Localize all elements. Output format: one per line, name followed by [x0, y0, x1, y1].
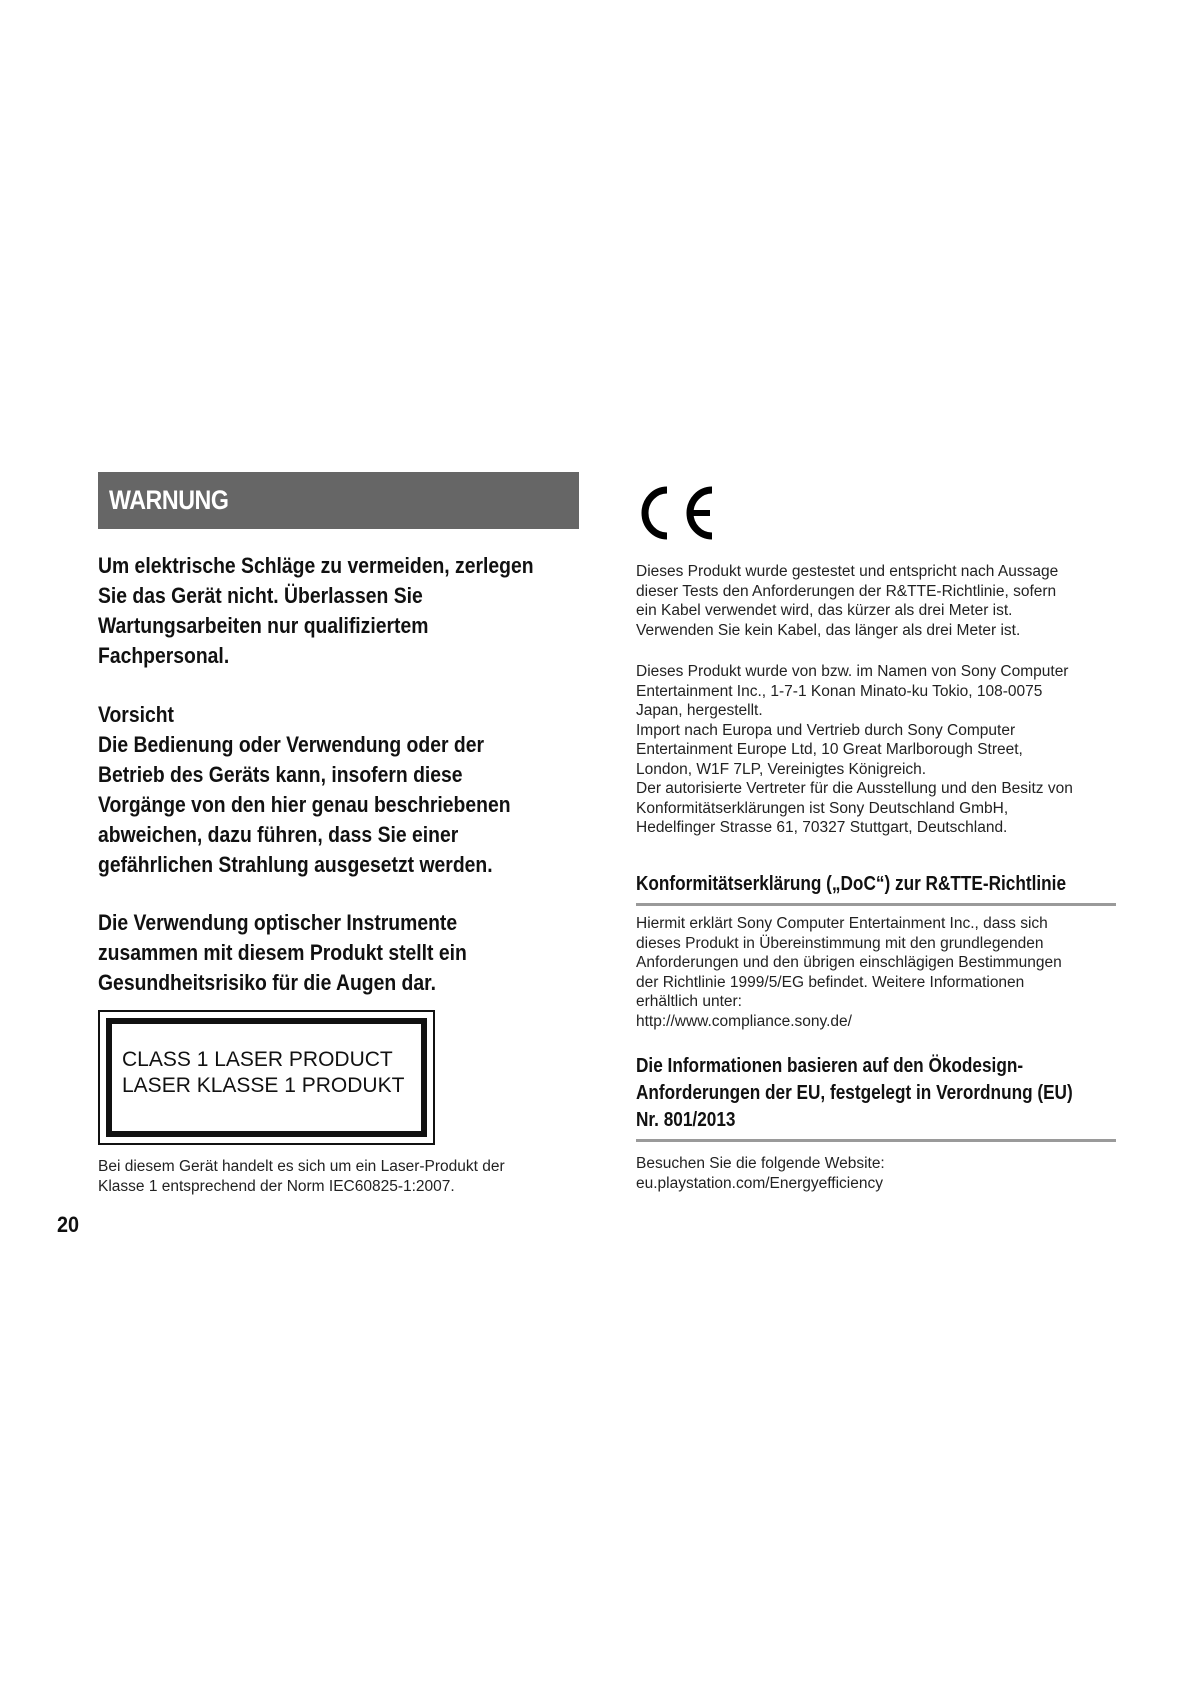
text-line: Die Verwendung optischer Instrumente — [98, 910, 458, 935]
laser-label-line: CLASS 1 LASER PRODUCT — [122, 1048, 393, 1071]
text-line: Konformitätserklärungen ist Sony Deutschland GmbH, — [636, 799, 1009, 817]
text-line: zusammen mit diesem Produkt stellt ein — [98, 940, 467, 965]
text-line: der Richtlinie 1999/5/EG befindet. Weitere Informationen — [636, 973, 1025, 991]
text-line: London, W1F 7LP, Vereinigtes Königreich. — [636, 760, 927, 778]
text-line: Fachpersonal. — [98, 643, 230, 668]
manufacturer-text — [636, 662, 1116, 838]
text-line: Die Bedienung oder Verwendung oder der — [98, 732, 484, 757]
text-line: Sie das Gerät nicht. Überlassen Sie — [98, 583, 423, 608]
shock-warning-text — [98, 551, 562, 671]
laser-note — [98, 1157, 618, 1196]
section-divider — [636, 1139, 1116, 1142]
text-line: Dieses Produkt wurde gestestet und entspricht nach Aussage — [636, 563, 1059, 580]
text-line: erhältlich unter: — [636, 993, 742, 1010]
doc-section-heading-wrap — [636, 871, 1116, 898]
text-line: ein Kabel verwendet wird, das kürzer als drei Meter ist. — [636, 602, 1013, 619]
ce-test-text — [636, 562, 1116, 640]
warning-title: WARNUNG — [109, 485, 229, 515]
eco-heading-line: Nr. 801/2013 — [636, 1109, 736, 1131]
eco-heading-line: Anforderungen der EU, festgelegt in Verordnung (EU) — [636, 1082, 1073, 1104]
caution-heading: Vorsicht — [98, 702, 174, 727]
laser-class-label — [98, 1010, 435, 1145]
text-line: Hiermit erklärt Sony Computer Entertainment Inc., dass sich — [636, 915, 1048, 932]
eco-section-text — [636, 1154, 1116, 1193]
optics-warning-text — [98, 908, 562, 998]
energy-url: eu.playstation.com/Energyefficiency — [636, 1174, 883, 1192]
text-line: abweichen, dazu führen, dass Sie einer — [98, 822, 459, 847]
text-line: Verwenden Sie kein Kabel, das länger als drei Meter ist. — [636, 621, 1021, 639]
text-line: Der autorisierte Vertreter für die Ausstellung und den Besitz von — [636, 780, 1073, 797]
text-line: dieser Tests den Anforderungen der R&TTE-Richtlinie, sofern — [636, 582, 1057, 600]
eco-section-heading-wrap — [636, 1053, 1116, 1134]
compliance-url: http://www.compliance.sony.de/ — [636, 1012, 852, 1030]
text-line: Entertainment Europe Ltd, 10 Great Marlborough Street, — [636, 741, 1023, 758]
ce-mark-icon — [636, 485, 718, 541]
text-line: Um elektrische Schläge zu vermeiden, zerlegen — [98, 553, 534, 578]
text-line: Wartungsarbeiten nur qualifiziertem — [98, 613, 429, 638]
text-line: Hedelfinger Strasse 61, 70327 Stuttgart, Deutschland. — [636, 819, 1008, 836]
doc-section-heading: Konformitätserklärung („DoC“) zur R&TTE-Richtlinie — [636, 873, 1067, 895]
text-line: Dieses Produkt wurde von bzw. im Namen von Sony Computer — [636, 663, 1069, 680]
text-line: Bei diesem Gerät handelt es sich um ein Laser-Produkt der — [98, 1158, 505, 1175]
text-line: Japan, hergestellt. — [636, 702, 763, 719]
doc-section-text — [636, 914, 1116, 1031]
text-line: Entertainment Inc., 1-7-1 Konan Minato-ku Tokio, 108-0075 — [636, 682, 1043, 700]
caution-text — [98, 700, 562, 880]
text-line: Klasse 1 entsprechend der Norm IEC60825-1:2007. — [98, 1177, 455, 1195]
text-line: Gesundheitsrisiko für die Augen dar. — [98, 970, 436, 995]
text-line: Betrieb des Geräts kann, insofern diese — [98, 762, 463, 787]
text-line: dieses Produkt in Übereinstimmung mit den grundlegenden — [636, 934, 1044, 952]
warning-header-bar — [98, 472, 579, 529]
text-line: Import nach Europa und Vertrieb durch Sony Computer — [636, 721, 1016, 739]
text-line: Besuchen Sie die folgende Website: — [636, 1155, 885, 1172]
laser-label-line: LASER KLASSE 1 PRODUKT — [122, 1074, 405, 1097]
text-line: gefährlichen Strahlung ausgesetzt werden. — [98, 852, 493, 877]
eco-heading-line: Die Informationen basieren auf den Ökodesign- — [636, 1055, 1024, 1077]
text-line: Vorgänge von den hier genau beschriebenen — [98, 792, 511, 817]
page-number: 20 — [57, 1212, 80, 1237]
laser-label-text — [122, 1047, 404, 1099]
text-line: Anforderungen und den übrigen einschlägigen Bestimmungen — [636, 954, 1062, 971]
section-divider — [636, 903, 1116, 906]
